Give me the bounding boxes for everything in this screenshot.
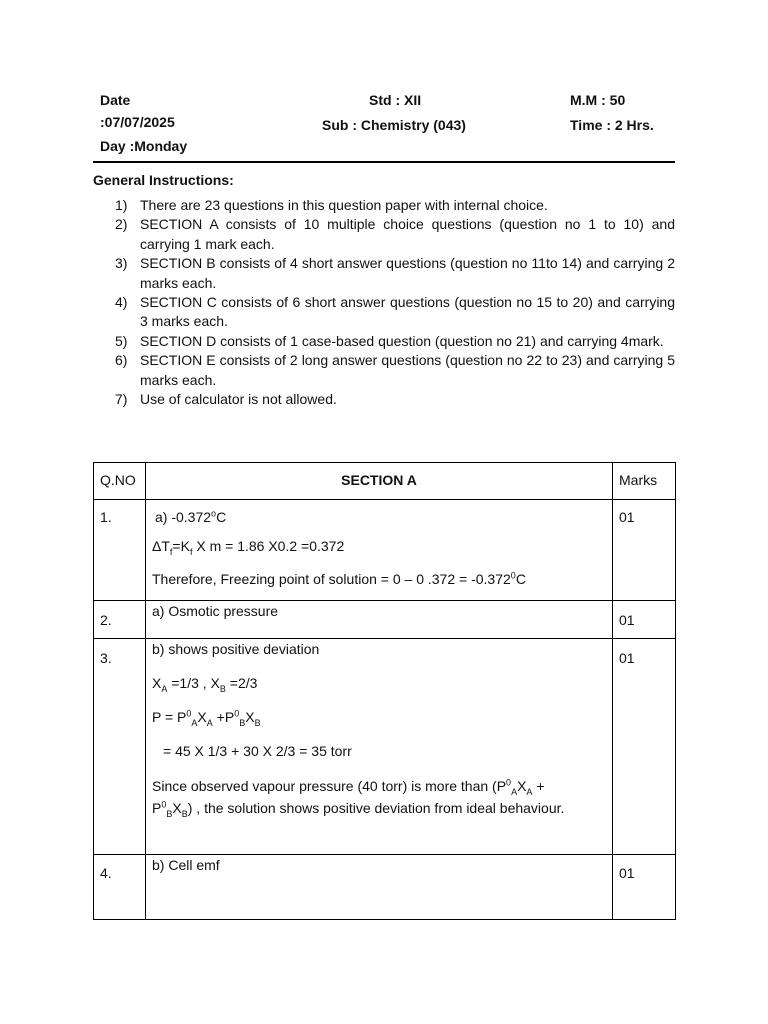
answer-text: b) Cell emf [152,857,220,873]
formula-text: X [245,709,255,725]
instruction-item [115,196,675,215]
instruction-text: SECTION E consists of 2 long answer questions (question no 22 to 23) and carrying 5 marks each. [140,352,675,388]
calc-sub: f [169,546,173,557]
calc-text: =K [172,538,190,554]
table-row [94,601,676,639]
instruction-item [115,293,675,332]
date-value: :07/07/2025 [100,114,175,130]
formula-text: X [197,709,207,725]
time-label: Time : 2 Hrs. [570,117,654,133]
marks-cell: 01 [613,500,676,601]
calc-text: ΔT [152,538,170,554]
formula-sub: B [254,717,261,728]
formula-sub: B [219,683,226,694]
since-text: ) , the solution shows positive deviation from ideal behaviour. [187,800,565,816]
formula-text: =1/3 , X [167,675,220,691]
table-row [94,855,676,920]
date-label: Date [100,92,131,108]
col-qno-header: Q.NO [94,463,146,500]
qno-cell: 2. [94,601,146,639]
instruction-number: 6) [115,352,128,369]
instructions-list [115,196,675,409]
marks-cell: 01 [613,639,676,855]
calc-text: X m = 1.86 X0.2 =0.372 [192,538,345,554]
instruction-text: There are 23 questions in this question paper with internal choice. [140,197,548,213]
raoult-line [152,708,606,726]
instruction-number: 1) [115,197,128,213]
formula-text: +P [212,709,235,725]
instruction-text: SECTION C consists of 6 short answer questions (question no 15 to 20) and carrying 3 marks each. [140,294,675,330]
qno-cell: 4. [94,855,146,920]
formula-sub: A [206,717,213,728]
table-row [94,500,676,601]
instruction-item [115,215,675,254]
instructions-title: General Instructions: [93,172,234,188]
formula-text: X [152,675,162,691]
formula-text: X [517,778,527,794]
subject-label: Sub : Chemistry (043) [322,117,466,133]
answer-line [152,508,606,526]
answer-cell [146,855,613,920]
degree-sup: o [211,508,217,519]
formula-sup: 0 [161,799,167,810]
qno-cell: 3. [94,639,146,855]
instruction-text: SECTION A consists of 10 multiple choice questions (question no 1 to 10) and carrying 1 mark each. [140,216,675,252]
marks-cell: 01 [613,855,676,920]
unit-text: C [515,571,526,587]
instruction-text: Use of calculator is not allowed. [140,391,337,408]
formula-text: X [172,800,182,816]
formula-text: =2/3 [225,675,258,691]
since-text: Since observed vapour pressure (40 torr) is more than (P [152,778,507,794]
degree-sup: 0 [510,570,516,581]
formula-sub: A [191,717,198,728]
answer-text: a) -0.372 [155,509,212,525]
answer-table [93,462,676,920]
formula-sub: B [181,808,188,819]
answer-text: b) shows positive deviation [152,641,320,657]
instruction-number: 4) [115,294,128,311]
instruction-item [115,390,675,409]
formula-text: P [152,800,162,816]
instruction-item [115,332,675,351]
instruction-number: 2) [115,216,128,233]
calc-line: = 45 X 1/3 + 30 X 2/3 = 35 torr [163,743,352,759]
col-marks-header: Marks [613,463,676,500]
answer-cell [146,639,613,855]
table-header-row [94,463,676,500]
formula-sub: A [526,786,533,797]
col-section-header: SECTION A [146,463,613,500]
table-row [94,639,676,855]
unit-text: C [216,509,227,525]
mole-fraction-line [152,674,606,692]
formula-text: P = P [152,709,187,725]
formula-sup: 0 [186,708,192,719]
formula-sup: 0 [234,708,240,719]
instruction-text: SECTION D consists of 1 case-based question (question no 21) and carrying 4mark. [140,332,664,349]
instruction-number: 3) [115,255,128,272]
instruction-text: SECTION B consists of 4 short answer questions (question no 11to 14) and carrying 2 marks each. [140,255,675,291]
answer-cell [146,601,613,639]
answer-text: a) Osmotic pressure [152,603,279,619]
header-divider [93,161,675,163]
answer-cell [146,500,613,601]
std-label: Std : XII [369,92,422,108]
since-paragraph [152,775,592,819]
formula-sub: A [511,786,518,797]
therefore-text: Therefore, Freezing point of solution = 0 – 0 .372 = -0.372 [152,571,511,587]
formula-sup: 0 [506,777,512,788]
formula-sub: B [239,717,246,728]
instruction-item [115,351,675,390]
qno-cell: 1. [94,500,146,601]
therefore-line [152,570,606,588]
instruction-item [115,254,675,293]
formula-sub: B [166,808,173,819]
calc-sub: f [189,546,193,557]
instruction-number: 7) [115,391,128,408]
max-marks-label: M.M : 50 [570,92,626,108]
formula-text: + [532,778,545,794]
formula-sub: A [161,683,168,694]
instruction-number: 5) [115,332,128,349]
marks-cell: 01 [613,601,676,639]
day-label: Day :Monday [100,138,188,154]
calc-line [152,537,606,555]
